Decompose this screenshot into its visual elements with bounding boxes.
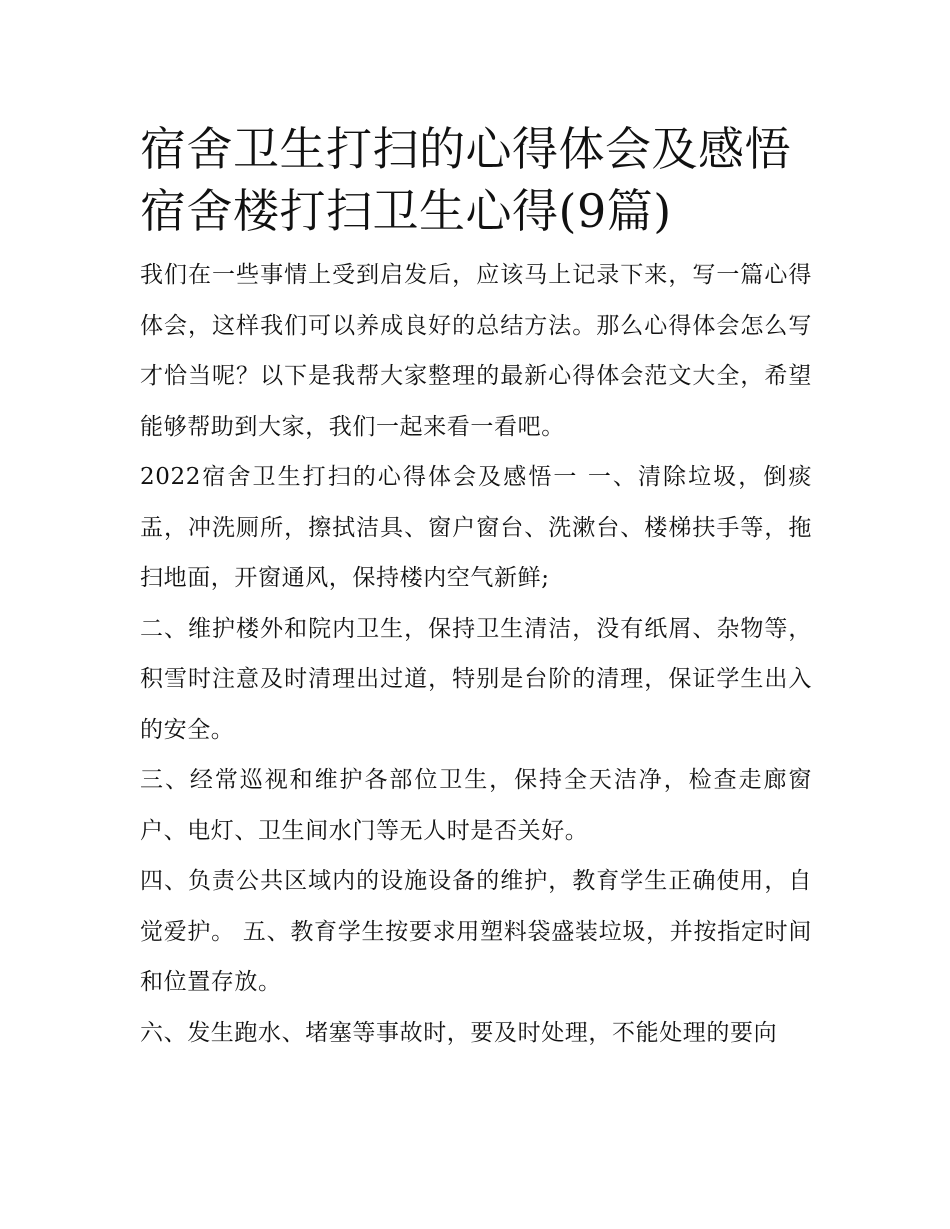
paragraph-item-1: 2022宿舍卫生打扫的心得体会及感悟一 一、清除垃圾，倒痰盂，冲洗厕所，擦拭洁具、窗户窗台、洗漱台、楼梯扶手等，拖扫地面，开窗通风，保持楼内空气新鲜; — [140, 464, 812, 591]
paragraph-intro: 我们在一些事情上受到启发后，应该马上记录下来，写一篇心得体会，这样我们可以养成良好的总结方法。那么心得体会怎么写才恰当呢？以下是我帮大家整理的最新心得体会范文大全，希望能够帮助到大家，我们一起来看一看吧。 — [140, 262, 812, 440]
paragraph-item-6: 六、发生跑水、堵塞等事故时，要及时处理，不能处理的要向 — [140, 1019, 778, 1046]
paragraph-item-3: 三、经常巡视和维护各部位卫生，保持全天洁净，检查走廊窗户、电灯、卫生间水门等无人时是否关好。 — [140, 767, 812, 844]
paragraph-item-2: 二、维护楼外和院内卫生，保持卫生清洁，没有纸屑、杂物等，积雪时注意及时清理出过道，特别是台阶的清理，保证学生出入的安全。 — [140, 615, 812, 743]
document-title: 宿舍卫生打扫的心得体会及感悟 宿舍楼打扫卫生心得(9篇) — [140, 122, 791, 238]
document-body — [140, 118, 812, 1058]
paragraph-item-4-5: 四、负责公共区域内的设施设备的维护，教育学生正确使用，自觉爱护。 五、教育学生按要求用塑料袋盛装垃圾，并按指定时间和位置存放。 — [140, 868, 812, 995]
